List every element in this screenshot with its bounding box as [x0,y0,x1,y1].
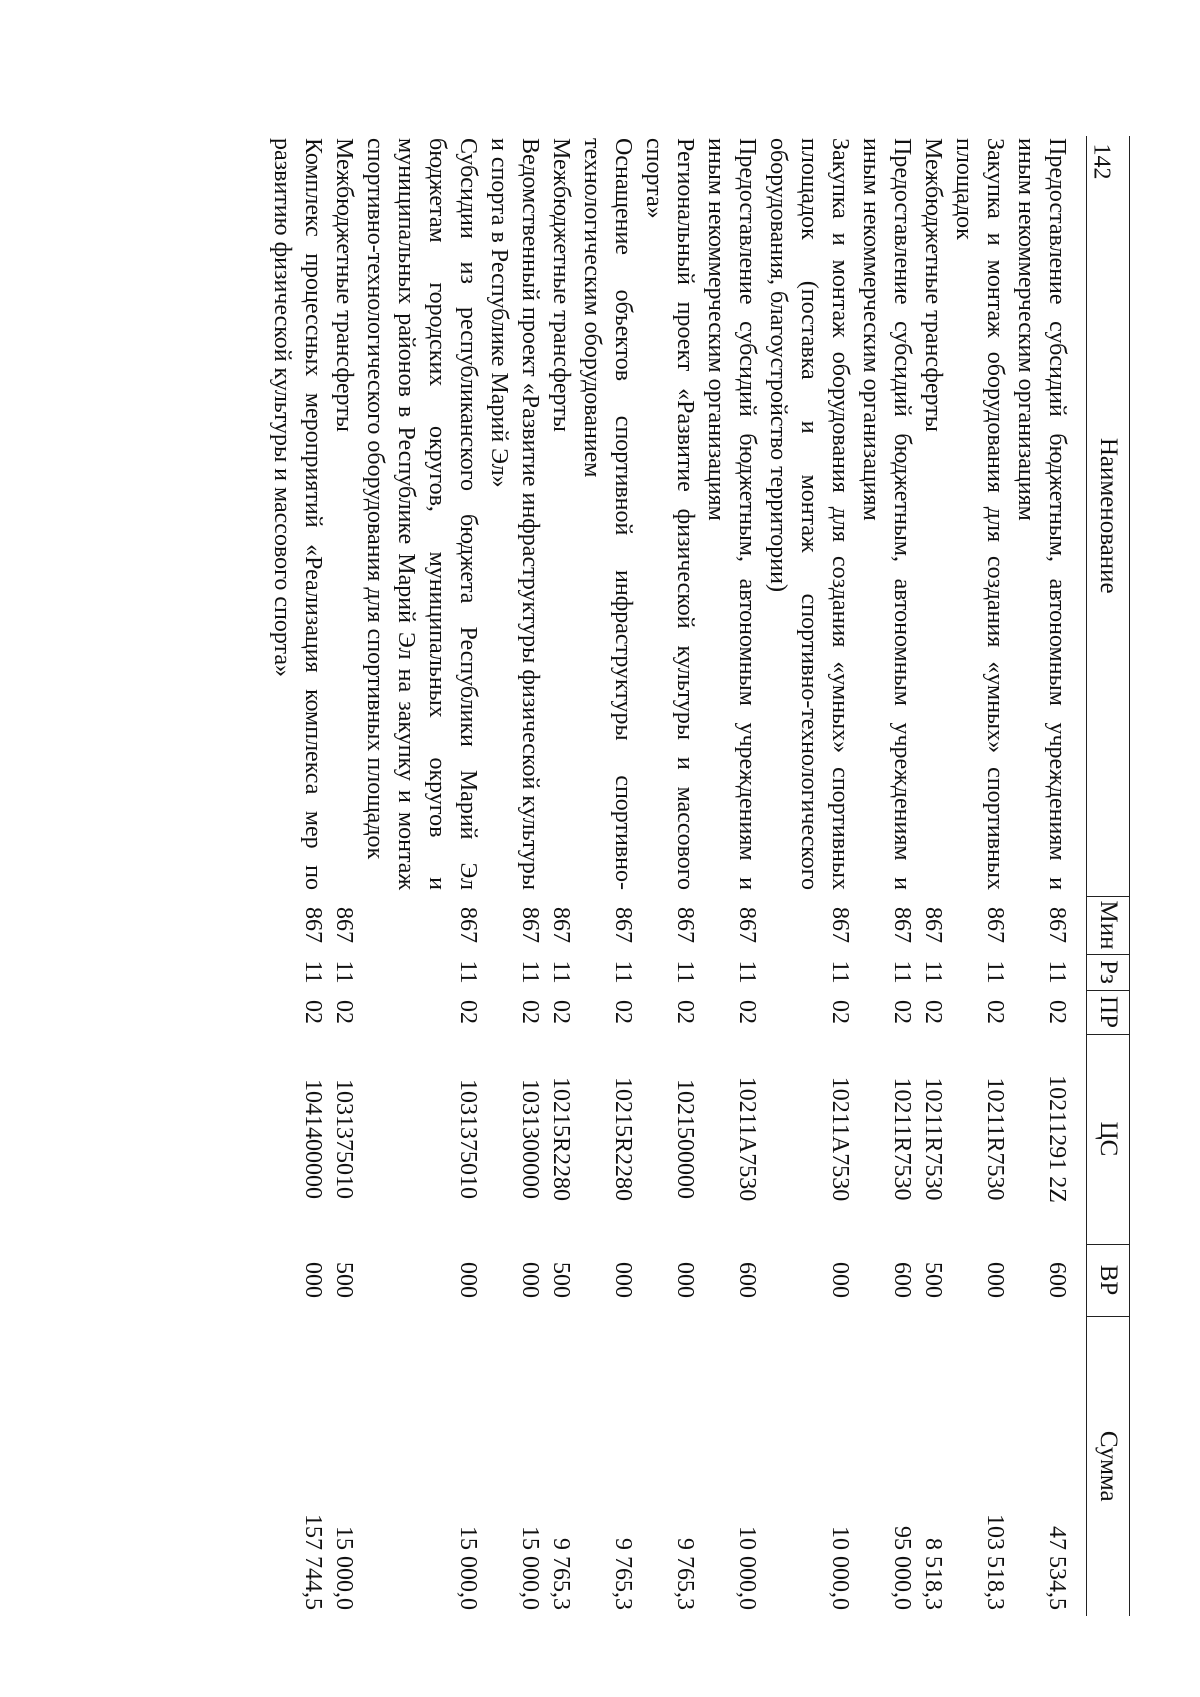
cell-vr: 000 [455,1262,481,1298]
cell-rz: 11 [734,960,760,984]
cell-min: 867 [734,907,760,943]
cell-name: Субсидии из республиканского бюджета Республики Марий Эл бюджетам городских округов, муниципальных округов и муниципальных районов в Республике Марий Эл на закупку и монтаж спортивно-технологического оборудования для спортивных площадок [362,138,481,890]
cell-min: 867 [1044,907,1070,943]
cell-rz: 11 [1044,960,1070,984]
cell-name: Региональный проект «Развитие физической культуры и массового спорта» [641,138,698,890]
cell-pr: 02 [889,1000,915,1024]
cell-vr: 500 [548,1262,574,1298]
header-name: Наименование [1087,136,1130,896]
cell-rz: 11 [610,960,636,984]
cell-vr: 500 [331,1262,357,1298]
cell-name: Межбюджетные трансферты [331,138,357,432]
cell-pr: 02 [672,1000,698,1024]
cell-vr: 000 [672,1262,698,1298]
cell-name: Закупка и монтаж оборудования для создания «умных» спортивных площадок [951,138,1008,890]
cell-rz: 11 [672,960,698,984]
table-row [948,136,1010,1616]
cell-rz: 11 [920,960,946,984]
cell-rz: 11 [300,960,326,984]
cell-vr: 600 [734,1262,760,1298]
table-row [638,136,700,1616]
cell-rz: 11 [982,960,1008,984]
cell-pr: 02 [1044,1000,1070,1024]
cell-cs: 1031375010 [331,1079,357,1199]
table-row [483,136,545,1616]
cell-rz: 11 [455,960,481,984]
cell-min: 867 [300,907,326,943]
header-cs: ЦС [1087,1034,1130,1244]
cell-sum: 15 000,0 [517,1526,543,1610]
cell-sum: 9 765,3 [548,1538,574,1610]
cell-min: 867 [889,907,915,943]
cell-sum: 47 534,5 [1044,1526,1070,1610]
cell-sum: 15 000,0 [331,1526,357,1610]
cell-min: 867 [920,907,946,943]
cell-sum: 10 000,0 [734,1526,760,1610]
cell-vr: 500 [920,1262,946,1298]
table-row [545,136,576,1616]
cell-cs: 1041400000 [300,1079,326,1199]
cell-pr: 02 [982,1000,1008,1024]
cell-vr: 000 [610,1262,636,1298]
cell-cs: 10215R2280 [548,1076,574,1201]
table-row [266,136,328,1616]
cell-min: 867 [331,907,357,943]
table-row [855,136,917,1616]
cell-rz: 11 [889,960,915,984]
cell-name: Ведомственный проект «Развитие инфраструктуры физической культуры и спорта в Республике Марий Эл» [486,138,543,890]
cell-name: Предоставление субсидий бюджетным, автономным учреждениям и иным некоммерческим организациям [1013,138,1070,890]
cell-name: Межбюджетные трансферты [548,138,574,432]
table-header-row [1087,136,1130,1616]
cell-vr: 000 [982,1262,1008,1298]
table-row [359,136,483,1616]
cell-sum: 15 000,0 [455,1526,481,1610]
cell-name: Межбюджетные трансферты [920,138,946,432]
cell-min: 867 [672,907,698,943]
cell-cs: 10211A7530 [827,1076,853,1202]
cell-name: Предоставление субсидий бюджетным, автономным учреждениям и иным некоммерческим организациям [858,138,915,890]
cell-sum: 103 518,3 [982,1514,1008,1610]
cell-pr: 02 [455,1000,481,1024]
table-row [700,136,762,1616]
cell-pr: 02 [827,1000,853,1024]
cell-cs: 10211R7530 [889,1077,915,1201]
cell-name: Оснащение объектов спортивной инфраструктуры спортивно-технологическим оборудованием [579,138,636,890]
cell-rz: 11 [827,960,853,984]
table-row [762,136,855,1616]
cell-pr: 02 [548,1000,574,1024]
cell-min: 867 [827,907,853,943]
cell-min: 867 [610,907,636,943]
cell-rz: 11 [517,960,543,984]
budget-table [266,136,1130,1616]
cell-rz: 11 [331,960,357,984]
cell-sum: 9 765,3 [672,1538,698,1610]
cell-pr: 02 [331,1000,357,1024]
cell-min: 867 [548,907,574,943]
cell-cs: 1031300000 [517,1079,543,1199]
cell-sum: 9 765,3 [610,1538,636,1610]
cell-min: 867 [455,907,481,943]
header-sum: Сумма [1087,1316,1130,1616]
cell-cs: 10211R7530 [982,1077,1008,1201]
table-row [328,136,359,1616]
cell-min: 867 [982,907,1008,943]
page-number: 142 [1088,143,1115,180]
cell-cs: 10211A7530 [734,1076,760,1202]
cell-cs: 1031375010 [455,1079,481,1199]
cell-sum: 8 518,3 [920,1538,946,1610]
cell-vr: 000 [517,1262,543,1298]
cell-pr: 02 [920,1000,946,1024]
cell-sum: 95 000,0 [889,1526,915,1610]
cell-pr: 02 [517,1000,543,1024]
cell-sum: 157 744,5 [300,1514,326,1610]
header-pr: ПР [1087,990,1130,1034]
cell-rz: 11 [548,960,574,984]
table-body [266,136,1087,1616]
cell-vr: 600 [1044,1262,1070,1298]
rotated-table-container [120,136,1130,1616]
cell-name: Закупка и монтаж оборудования для создания «умных» спортивных площадок (поставка и монтаж спортивно-технологического оборудования, благоустройство территории) [765,138,853,890]
table-row [576,136,638,1616]
cell-pr: 02 [734,1000,760,1024]
cell-vr: 000 [300,1262,326,1298]
cell-vr: 600 [889,1262,915,1298]
cell-min: 867 [517,907,543,943]
header-rz: Рз [1087,954,1130,990]
header-min: Мин [1087,896,1130,954]
cell-cs: 10211R7530 [920,1077,946,1201]
cell-cs: 1021500000 [672,1079,698,1199]
cell-pr: 02 [610,1000,636,1024]
cell-cs: 10215R2280 [610,1076,636,1201]
table-row [917,136,948,1616]
cell-name: Предоставление субсидий бюджетным, автономным учреждениям и иным некоммерческим организациям [703,138,760,890]
table-row [1010,136,1087,1616]
cell-sum: 10 000,0 [827,1526,853,1610]
header-vr: ВР [1087,1244,1130,1316]
cell-cs: 10211291 2Z [1044,1075,1070,1203]
cell-name: Комплекс процессных мероприятий «Реализация комплекса мер по развитию физической культуры и массового спорта» [269,138,326,890]
cell-vr: 000 [827,1262,853,1298]
cell-pr: 02 [300,1000,326,1024]
